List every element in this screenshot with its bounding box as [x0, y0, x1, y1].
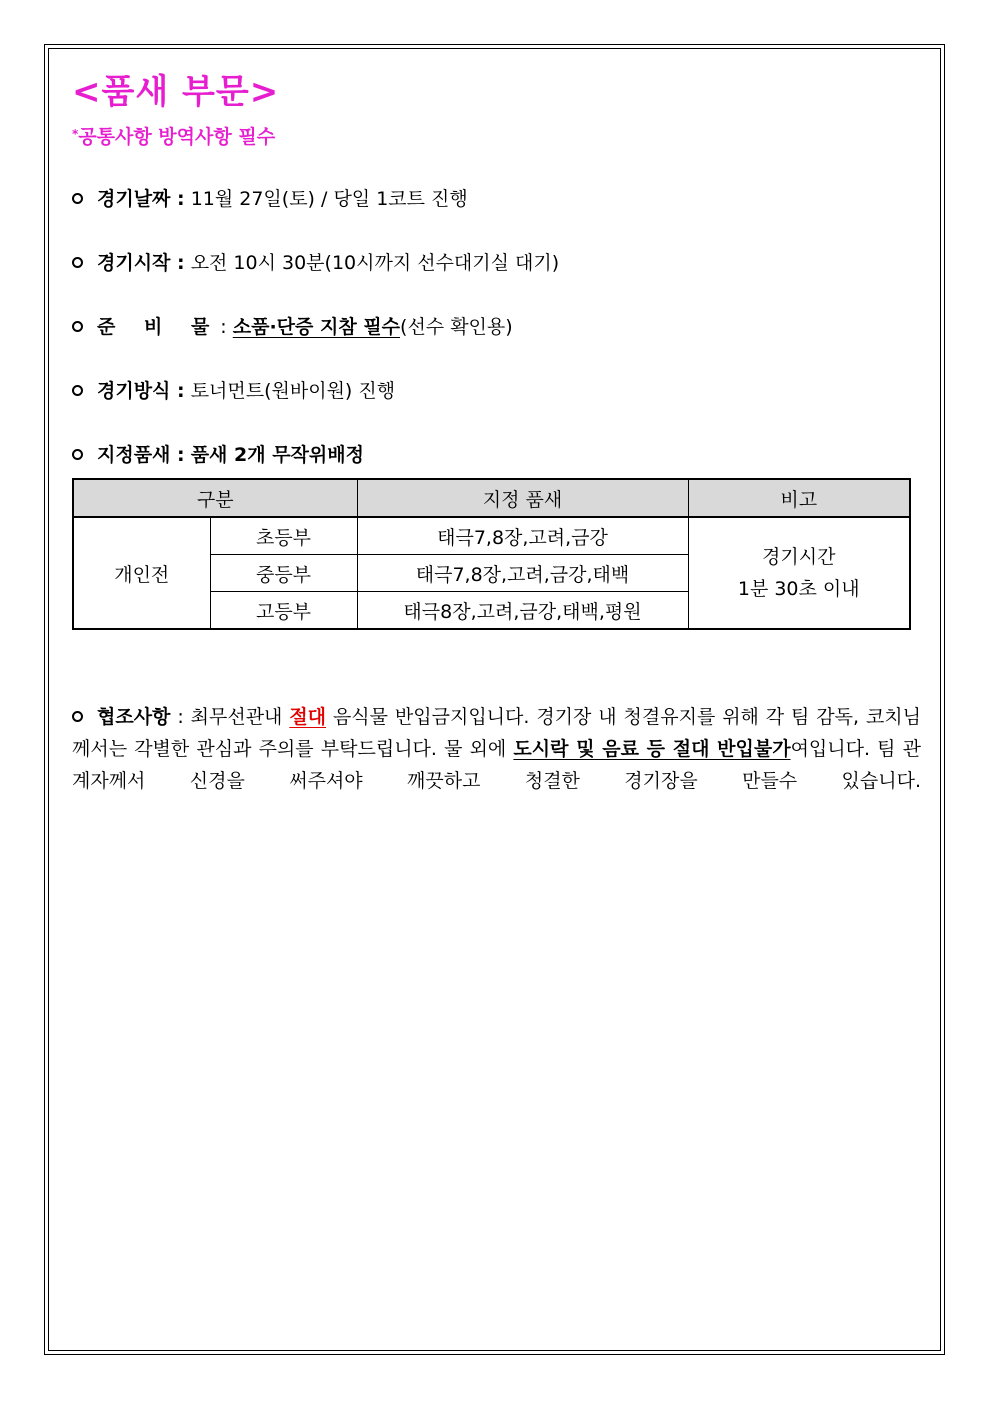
item-sep: : [220, 316, 227, 338]
circle-bullet-icon [72, 321, 83, 332]
division-cell: 중등부 [210, 555, 357, 592]
subtitle-text: 공통사항 방역사항 필수 [78, 126, 276, 148]
header-note: 비고 [688, 479, 910, 517]
item-label: 경기시작 : [97, 252, 185, 274]
item-match-date [72, 184, 468, 211]
header-division: 구분 [73, 479, 357, 517]
poomsae-cell: 태극8장,고려,금강,태백,평원 [357, 592, 688, 630]
item-text: 11월 27일(토) / 당일 1코트 진행 [190, 188, 468, 210]
item-label: 지정품새 : [97, 444, 185, 466]
note-line1: 경기시간 [762, 546, 836, 568]
cooperation-sep: : [177, 706, 184, 728]
note-line2: 1분 30초 이내 [737, 578, 860, 600]
subtitle-star: * [72, 127, 79, 141]
item-label: 경기날짜 : [97, 188, 185, 210]
item-text: 품새 2개 무작위배정 [190, 444, 364, 466]
section-title: <품새 부문> [72, 72, 280, 112]
cooperation-red-text: 절대 [289, 706, 327, 728]
circle-bullet-icon [72, 385, 83, 396]
cooperation-text-1: 최무선관내 [190, 706, 283, 728]
cooperation-text-3: 여입니다. 팀 관계자께서 신경을 써주셔야 깨끗하고 청결한 경기장을 만들수 있습니다. [72, 738, 921, 792]
item-supplies [72, 312, 513, 339]
cooperation-bold-underlined: 도시락 및 음료 등 절대 반입불가 [513, 738, 791, 760]
item-text: (선수 확인용) [400, 316, 513, 338]
circle-bullet-icon [72, 257, 83, 268]
cooperation-paragraph [72, 701, 921, 797]
item-underlined-text: 소품·단증 지참 필수 [232, 316, 401, 338]
division-cell: 고등부 [210, 592, 357, 630]
page-border-inner [48, 48, 941, 1351]
section-subtitle [72, 122, 275, 149]
cooperation-text-2: 음식물 반입금지입니다. 경기장 내 청결유지를 위해 각 팀 감독, 코치님께서는 각별한 관심과 주의를 부탁드립니다. 물 외에 [72, 706, 922, 760]
note-cell [688, 517, 910, 629]
item-match-start [72, 248, 559, 275]
poomsae-cell: 태극7,8장,고려,금강 [357, 517, 688, 555]
item-label: 준 비 물 [97, 316, 221, 338]
poomsae-cell: 태극7,8장,고려,금강,태백 [357, 555, 688, 592]
header-poomsae: 지정 품새 [357, 479, 688, 517]
division-cell: 초등부 [210, 517, 357, 555]
table-header-row [73, 479, 910, 517]
circle-bullet-icon [72, 193, 83, 204]
cooperation-label: 협조사항 [97, 706, 171, 728]
item-text: 토너먼트(원바이원) 진행 [190, 380, 396, 402]
circle-bullet-icon [72, 711, 83, 722]
item-label: 경기방식 : [97, 380, 185, 402]
circle-bullet-icon [72, 449, 83, 460]
table-row [73, 517, 910, 555]
item-match-format [72, 376, 395, 403]
group-cell: 개인전 [73, 517, 210, 629]
poomsae-table [72, 478, 911, 630]
item-text: 오전 10시 30분(10시까지 선수대기실 대기) [190, 252, 560, 274]
item-designated-poomsae [72, 440, 364, 467]
